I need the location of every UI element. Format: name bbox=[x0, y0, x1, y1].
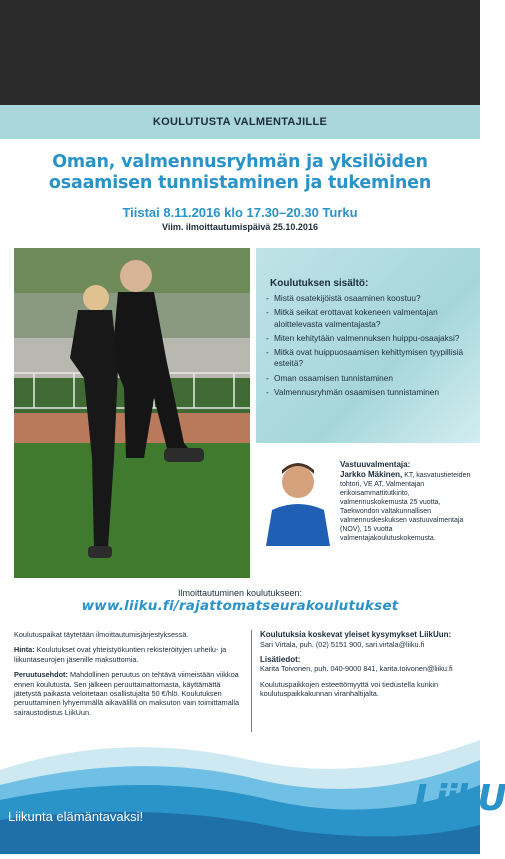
faq-contact: Sari Virtala, puh. (02) 5151 900, sari.virtala@liiku.fi bbox=[260, 639, 425, 649]
content-item: - Valmennusryhmän osaamisen tunnistaminen bbox=[266, 387, 478, 398]
liiku-logo: LiikU bbox=[414, 778, 505, 819]
cancel-text: Mahdollinen peruutus on tehtävä viimeistään viikkoa ennen koulutusta. Sen jälkeen peruuttamattomasta, käyttämättä jätetystä paikasta veloitetaan osallistujalta 50 €/hlö. Koulutuksen peruuttaminen lyhyemmällä aikavälillä on maksuton vain toimittamalla sairaustodistus LiikUun. bbox=[14, 670, 240, 717]
column-divider bbox=[251, 630, 252, 732]
page-title bbox=[0, 152, 480, 194]
coach-photo bbox=[262, 454, 334, 546]
faq-heading: Koulutuksia koskevat yleiset kysymykset LiikUun: bbox=[260, 630, 452, 639]
coach-name: Jarkko Mäkinen, bbox=[340, 470, 403, 479]
top-dark-bar bbox=[0, 0, 480, 105]
price-info bbox=[14, 645, 244, 664]
course-content-box bbox=[256, 248, 480, 443]
price-label: Hinta: bbox=[14, 645, 35, 655]
info-heading: Lisätiedot: bbox=[260, 654, 301, 664]
coach-heading: Vastuuvalmentaja: bbox=[340, 460, 411, 469]
registration-label: Ilmoittautuminen koulutukseen: bbox=[177, 588, 303, 598]
training-photo bbox=[14, 248, 250, 578]
footer-waves bbox=[0, 730, 480, 854]
accessibility-note: Koulutuspaikkojen esteettömyyttä voi tiedustella kunkin koulutuspaikkakunnan viranhaltijalta. bbox=[260, 679, 439, 699]
content-item: - Mitkä seikat erottavat kokeneen valmentajan aloittelevasta valmentajasta? bbox=[266, 307, 478, 330]
content-item: - Mistä osatekijöistä osaaminen koostuu? bbox=[266, 293, 478, 304]
registration-deadline: Viim. ilmoittautumispäivä 25.10.2016 bbox=[162, 222, 318, 232]
coach-info bbox=[340, 460, 476, 543]
content-item: - Miten kehitytään valmennuksen huippu-osaajaksi? bbox=[266, 333, 478, 344]
terms-column bbox=[14, 630, 244, 723]
registration-link[interactable]: www.liiku.fi/rajattomatseurakoulutukset bbox=[81, 598, 399, 614]
content-list bbox=[266, 293, 478, 401]
event-date: Tiistai 8.11.2016 klo 17.30–20.30 Turku bbox=[122, 205, 358, 220]
section-banner: KOULUTUSTA VALMENTAJILLE bbox=[0, 105, 480, 139]
content-heading: Koulutuksen sisältö: bbox=[270, 278, 369, 289]
seat-info: Koulutuspaikat täytetään ilmoittautumisjärjestyksessä. bbox=[14, 630, 189, 639]
content-item: - Oman osaamisen tunnistaminen bbox=[266, 373, 478, 384]
cancellation-info bbox=[14, 670, 244, 717]
coach-bio: KT, kasvatustieteiden tohtori, VE AT, Valmentajan erikoisammattitutkinto, valmennuskokemusta 25 vuotta, Taekwondon valtakunnallisen valmennuskeskuksen vastuuvalmentaja (NOV), 15 vuotta valmentajakoulutuskokemusta. bbox=[340, 472, 471, 542]
title-line-1: Oman, valmennusryhmän ja yksilöiden bbox=[52, 152, 428, 172]
footer-slogan: Liikunta elämäntavaksi! bbox=[8, 809, 144, 824]
cancel-label: Peruutusehdot: bbox=[14, 670, 68, 680]
content-item: - Mitkä ovat huippuosaamisen kehittymisen tyypillisiä esteitä? bbox=[266, 347, 478, 370]
price-text: Koulutukset ovat yhteistyökuntien rekisteröityjen urheilu- ja liikuntaseurojen jäsenille maksuttomia. bbox=[14, 645, 227, 664]
contact-column bbox=[260, 630, 476, 705]
info-contact: Karita Toivonen, puh. 040-9000 841, karita.toivonen@liiku.fi bbox=[260, 664, 453, 674]
title-line-2: osaamisen tunnistaminen ja tukeminen bbox=[48, 173, 432, 193]
